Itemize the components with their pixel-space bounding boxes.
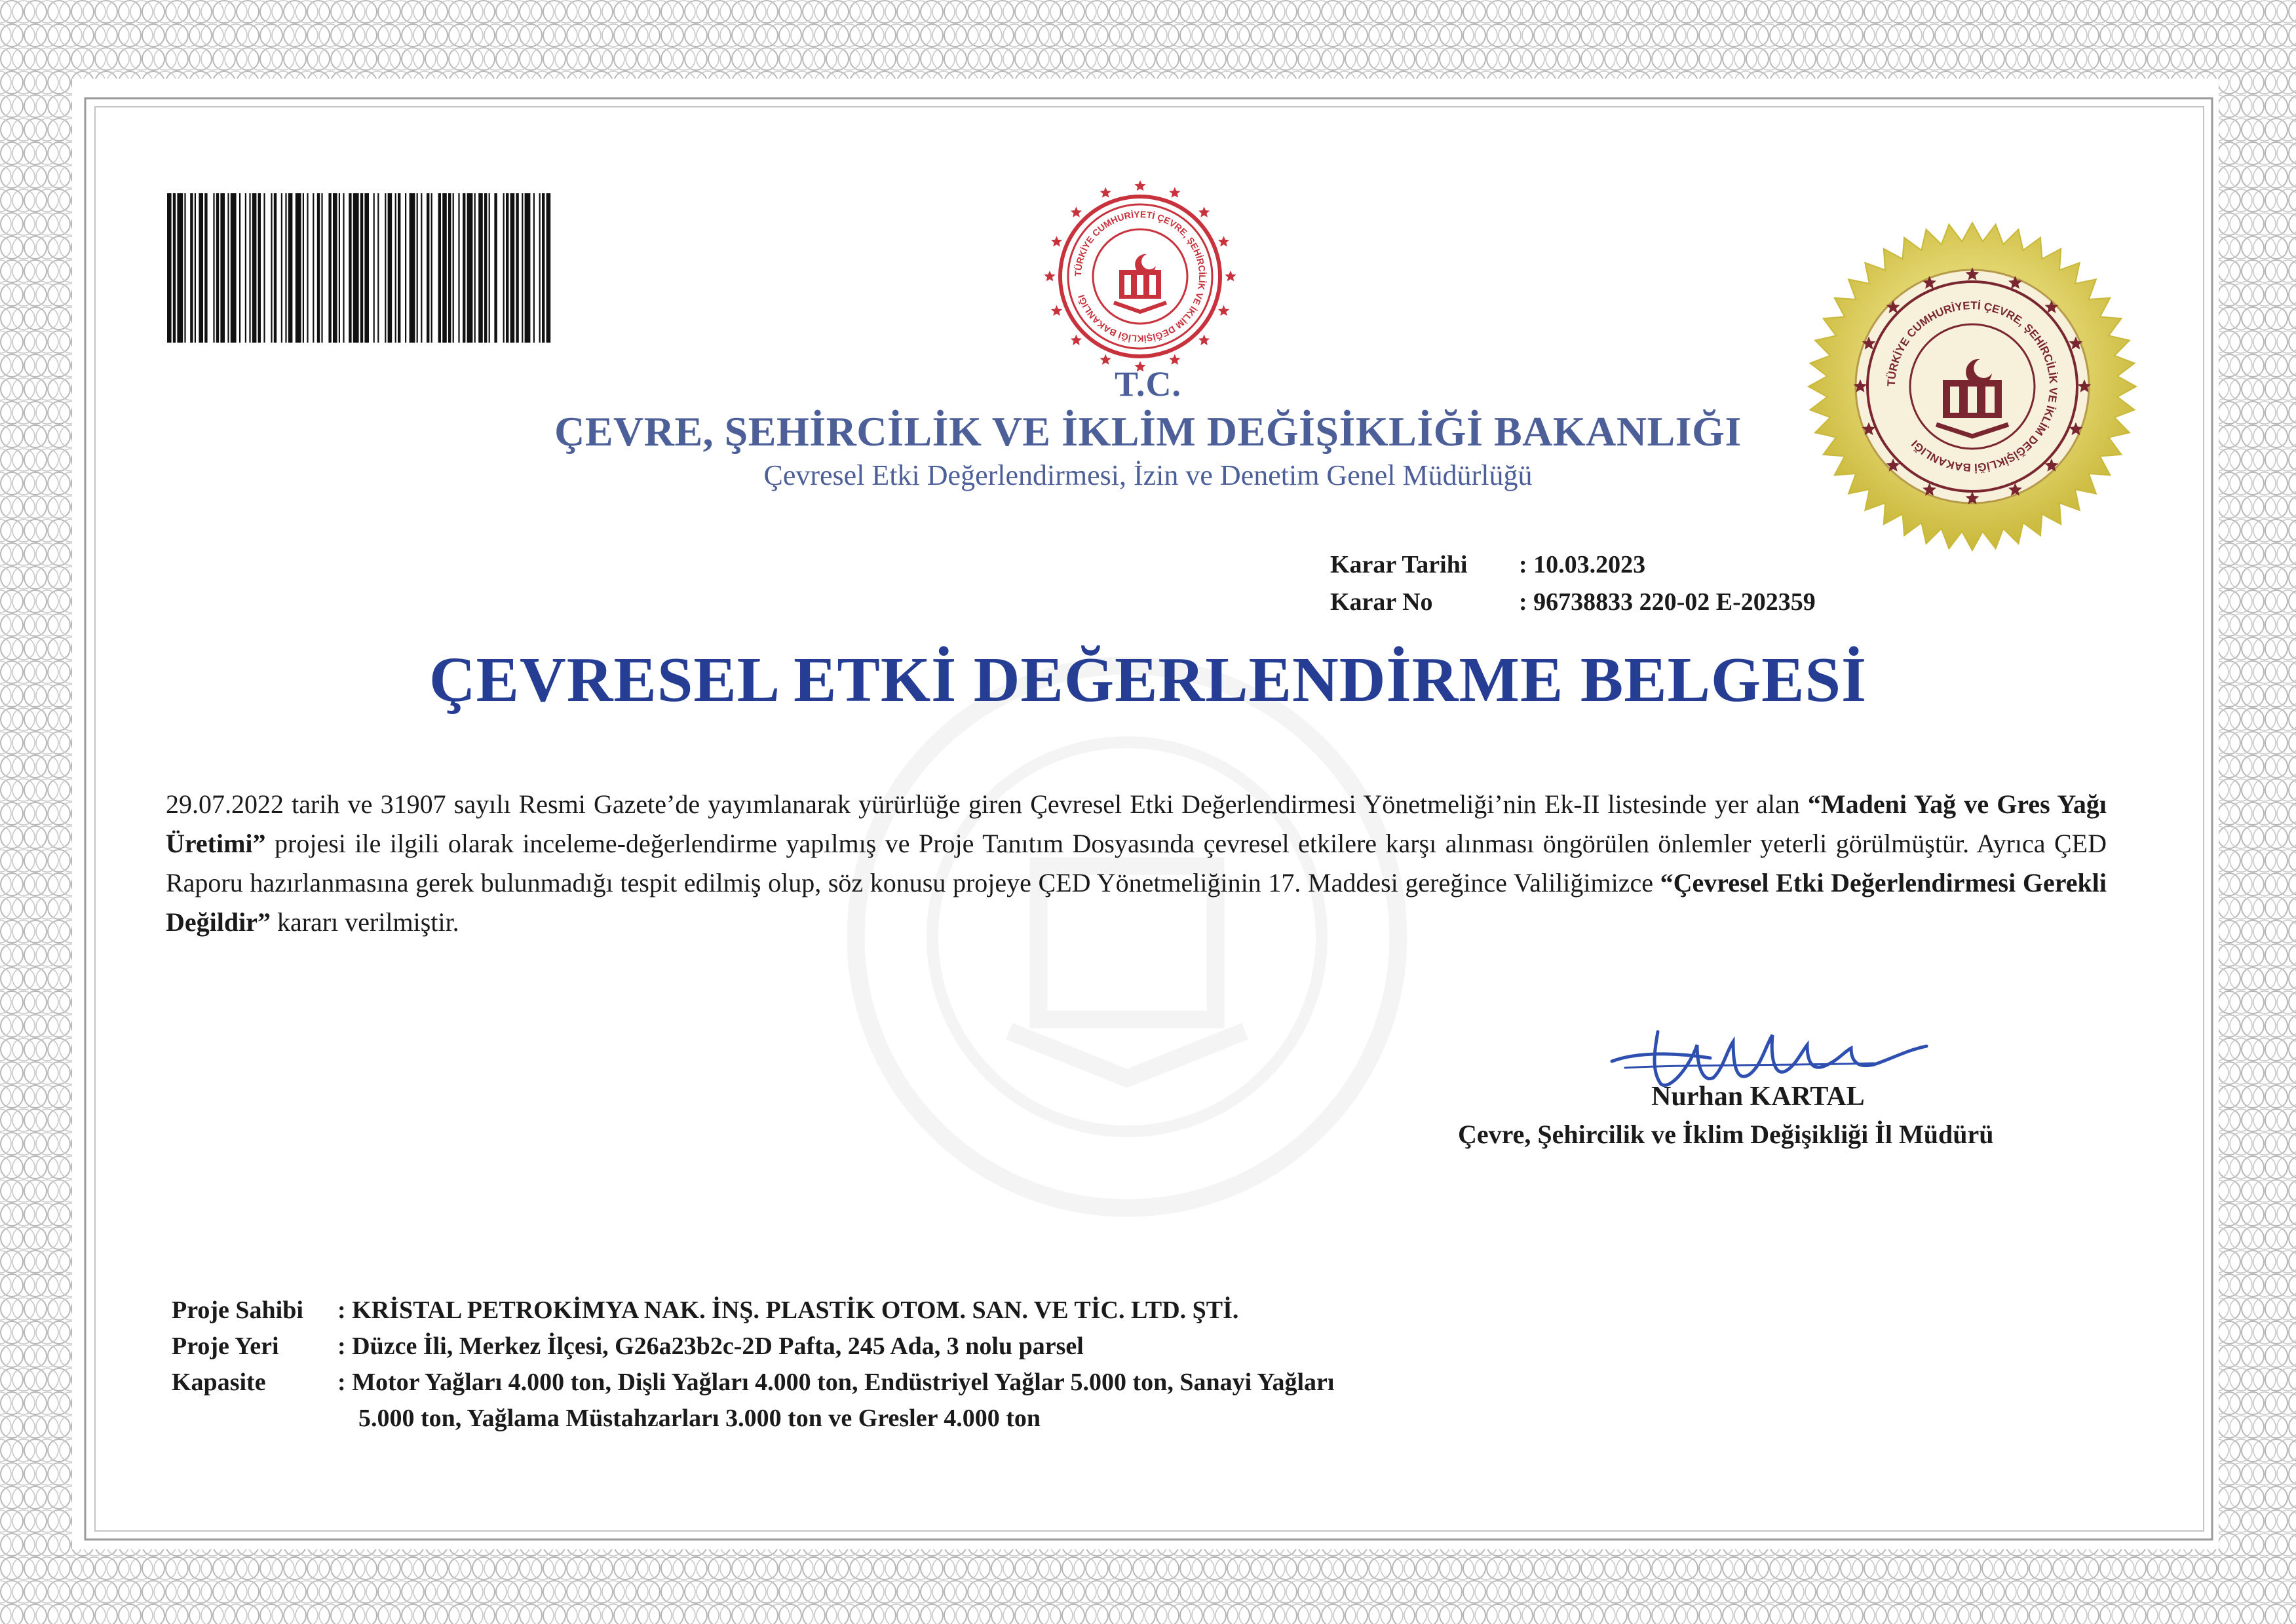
barcode-bar (333, 193, 337, 343)
barcode-bar (417, 193, 418, 343)
barcode-bar (478, 193, 483, 343)
barcode-bar (448, 193, 451, 343)
barcode-bar (442, 193, 447, 343)
barcode-bar (313, 193, 314, 343)
barcode-bar (288, 193, 293, 343)
barcode-bar (220, 193, 225, 343)
star-icon (1051, 305, 1062, 316)
barcode-bar (231, 193, 237, 343)
barcode-bar (339, 193, 340, 343)
star-icon (1218, 236, 1229, 246)
barcode-bar (525, 193, 531, 343)
barcode-bar (373, 193, 375, 343)
body-text-part1: 29.07.2022 tarih ve 31907 sayılı Resmi Gazete’de yayımlanarak yürürlüğe giren Çevresel Etki Değerlendirmesi Yönetmeliği’nin Ek-II listesinde yer alan (166, 789, 1808, 819)
barcode-bar (542, 193, 545, 343)
barcode-bar (307, 193, 308, 343)
star-icon (1225, 271, 1236, 281)
barcode-bar (503, 193, 505, 343)
barcode-bar (321, 193, 322, 343)
barcode-bar (385, 193, 386, 343)
barcode-bar (317, 193, 320, 343)
barcode-bar (494, 193, 497, 343)
signatory-name: Nurhan KARTAL (1651, 1082, 1865, 1112)
star-icon (1218, 305, 1229, 316)
project-owner-value: : KRİSTAL PETROKİMYA NAK. İNŞ. PLASTİK OTOM. SAN. VE TİC. LTD. ŞTİ. (337, 1296, 1239, 1324)
emblem-ring-text: TÜRKİYE CUMHURİYETİ ÇEVRE, ŞEHİRCİLİK VE İKLİM DEĞİŞİKLİĞİ BAKANLIĞI (1072, 208, 1208, 345)
capacity-value-line2: 5.000 ton, Yağlama Müstahzarları 3.000 ton ve Gresler 4.000 ton (358, 1405, 1041, 1432)
barcode-bar (285, 193, 286, 343)
barcode-bar (489, 193, 490, 343)
barcode-bar (177, 193, 183, 343)
body-text-part3: kararı verilmiştir. (270, 907, 459, 937)
star-icon (1071, 335, 1082, 345)
header-tc: T.C. (1114, 364, 1181, 404)
capacity-value-line1: : Motor Yağları 4.000 ton, Dişli Yağları 4.000 ton, Endüstriyel Yağlar 5.000 ton, Sanayi Yağları (337, 1369, 1335, 1396)
project-site-label: Proje Yeri (172, 1332, 279, 1360)
barcode-bar (343, 193, 344, 343)
barcode-bar (395, 193, 396, 343)
star-icon (1071, 206, 1082, 217)
barcode-bar (263, 193, 265, 343)
barcode-bar (245, 193, 246, 343)
barcode-bar (377, 193, 379, 343)
barcode-bar (353, 193, 359, 343)
barcode-bar (458, 193, 459, 343)
barcode-bar (328, 193, 331, 343)
barcode-bar (213, 193, 214, 343)
barcode-bar (216, 193, 219, 343)
barcode-bar (438, 193, 441, 343)
star-icon (1100, 187, 1111, 198)
decision-no-label: Karar No (1330, 588, 1433, 616)
barcode-bar (281, 193, 282, 343)
barcode-bar (360, 193, 363, 343)
body-paragraph (166, 785, 2107, 942)
ministry-emblem (1042, 178, 1238, 375)
barcode-bar (398, 193, 400, 343)
barcode-bar (184, 193, 185, 343)
barcode-bar (516, 193, 518, 343)
decision-phrase: “Çevresel Etki Değerlendirmesi Gerekli Değildir” (166, 868, 2107, 937)
barcode-bar (258, 193, 261, 343)
barcode-bar (421, 193, 422, 343)
barcode-bar (546, 193, 551, 343)
barcode-bar (405, 193, 406, 343)
barcode-bar (364, 193, 369, 343)
seal-ring-text: TÜRKİYE CUMHURİYETİ ÇEVRE, ŞEHİRCİLİK VE İKLİM DEĞİŞİKLİĞİ BAKANLIĞI (1885, 299, 2060, 474)
barcode-bar (484, 193, 487, 343)
document-title: ÇEVRESEL ETKİ DEĞERLENDİRME BELGESİ (429, 645, 1867, 715)
barcode-bar (453, 193, 454, 343)
barcode-bar (410, 193, 415, 343)
signatory-title: Çevre, Şehircilik ve İklim Değişikliği İl Müdürü (1458, 1120, 1994, 1149)
barcode-bar (167, 193, 172, 343)
star-icon (1198, 335, 1210, 345)
barcode-bar (195, 193, 196, 343)
body-text-part2: projesi ile ilgili olarak inceleme-değerlendirme yapılmış ve Proje Tanıtım Dosyasında çevresel etkilere karşı alınması öngörülen önlemler yeterli görülmüştür. Ayrıca ÇED Raporu hazırlanmasına gerek bulunmadığı tespit edilmiş olup, söz konusu projeye ÇED Yönetmeliğinin 17. Maddesi gereğince Valiliğimizce (166, 829, 2107, 897)
barcode-bar (173, 193, 176, 343)
barcode-bar (474, 193, 476, 343)
star-icon (1198, 206, 1210, 217)
decision-no-value: : 96738833 220-02 E-202359 (1519, 588, 1816, 616)
barcode-bar (204, 193, 207, 343)
star-icon (1169, 187, 1180, 198)
capacity-label: Kapasite (172, 1369, 266, 1396)
barcode-bar (539, 193, 541, 343)
star-icon (1051, 236, 1062, 246)
star-icon (1134, 180, 1145, 191)
barcode-bar (227, 193, 229, 343)
ministry-name: ÇEVRE, ŞEHİRCİLİK VE İKLİM DEĞİŞİKLİĞİ BAKANLIĞI (554, 408, 1742, 455)
barcode-bar (296, 193, 301, 343)
barcode-bar (522, 193, 523, 343)
barcode-bar (271, 193, 272, 343)
barcode-bar (274, 193, 277, 343)
barcode-bar (388, 193, 392, 343)
barcode-bar (239, 193, 240, 343)
barcode-bar (431, 193, 432, 343)
project-name: “Madeni Yağ ve Gres Yağı Üretimi” (166, 789, 2107, 858)
star-icon (1044, 271, 1055, 281)
project-site-value: : Düzce İli, Merkez İlçesi, G26a23b2c-2D Pafta, 245 Ada, 3 nolu parsel (337, 1332, 1084, 1360)
barcode-bar (303, 193, 304, 343)
barcode-bar (510, 193, 515, 343)
decision-date-label: Karar Tarihi (1330, 551, 1468, 578)
barcode (166, 193, 552, 343)
barcode-bar (249, 193, 250, 343)
barcode-bar (506, 193, 508, 343)
project-owner-label: Proje Sahibi (172, 1296, 303, 1324)
barcode-bar (533, 193, 535, 343)
barcode-bar (349, 193, 351, 343)
directorate-name: Çevresel Etki Değerlendirmesi, İzin ve Denetim Genel Müdürlüğü (763, 459, 1533, 491)
barcode-bar (463, 193, 465, 343)
barcode-bar (199, 193, 203, 343)
barcode-bar (427, 193, 429, 343)
decision-date-value: : 10.03.2023 (1519, 551, 1646, 578)
barcode-bar (190, 193, 193, 343)
barcode-bar (467, 193, 473, 343)
barcode-bar (252, 193, 257, 343)
